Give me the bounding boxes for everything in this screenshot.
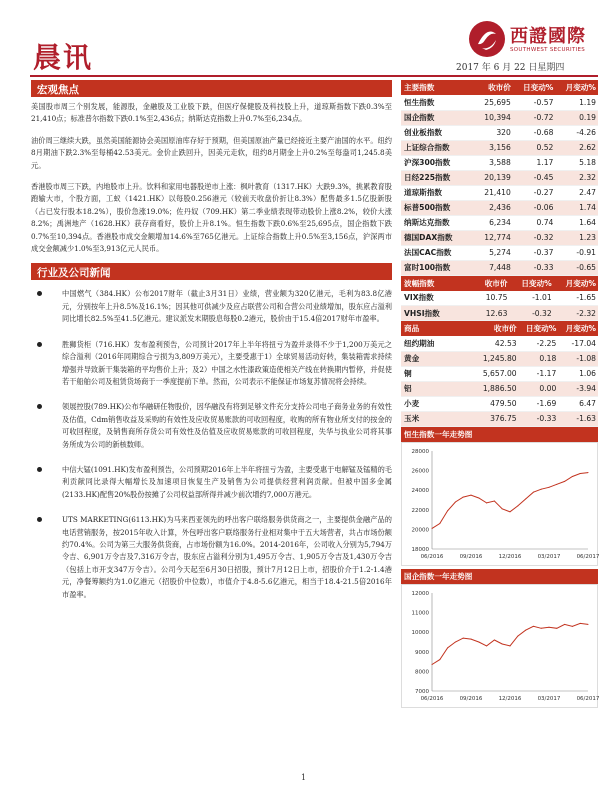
index-cell: 320: [475, 125, 513, 140]
hsi-chart: [401, 442, 598, 566]
chart1-data-point: [478, 641, 479, 642]
index-cell: 7,448: [475, 260, 513, 275]
chart1-data-point: [572, 625, 573, 626]
chart1-data-point: [439, 659, 440, 660]
macro-paragraph-commodities: 油价周三继续大跌，虽然美国能源协会美国原油库存好于预期，但美国原油产量已经接近主要产油国的水平。纽约8月期油下跌2.3%至每桶42.53美元。金价止跌回升，因美元走软，纽约8月期金上升0.2%至每盎司1,245.8美元。: [31, 135, 392, 170]
commodity-row: [401, 396, 598, 411]
index-cell: -0.32: [513, 230, 556, 245]
chart0-y-tick-label: 26000: [411, 468, 429, 475]
news-item: [31, 514, 392, 601]
index-cell: 1.74: [555, 200, 598, 215]
commodity-cell: 376.75: [475, 411, 519, 426]
chart0-data-point: [463, 496, 464, 497]
volatility-cell: -2.32: [554, 306, 598, 321]
chart1-data-point: [455, 641, 456, 642]
index-cell: 德国DAX指数: [401, 230, 475, 245]
index-cell: -0.37: [513, 245, 556, 260]
logo-mark-icon: [468, 20, 506, 58]
commodity-cell: -17.04: [558, 336, 598, 351]
chart0-data-point: [439, 523, 440, 524]
commodity-header-cell: 月变动%: [558, 321, 598, 336]
commodity-header-cell: 商品: [401, 321, 475, 336]
index-cell: 纳斯达克指数: [401, 215, 475, 230]
chart0-data-point: [572, 475, 573, 476]
commodity-cell: 玉米: [401, 411, 475, 426]
index-cell: 2,436: [475, 200, 513, 215]
index-row: [401, 260, 598, 275]
index-cell: 1.64: [555, 215, 598, 230]
chart0-x-tick-label: 09/2016: [459, 553, 483, 560]
news-item-text: 中国燃气（384.HK）公布2017财年（截止3月31日）业绩，营业额为320亿港元，毛利为83.8亿港元，分别按年上升8.5%及16.1%；因其他可供减少及应占联营公司和合营公司业绩增加，股东应占溢利同比增长82.5%至41.5亿港元。建议派发末期股息每股0.2港元，股价由于15.4倍2017财年市盈率。: [62, 289, 392, 324]
commodity-cell: 0.00: [519, 381, 559, 396]
chart0-data-point: [549, 486, 550, 487]
chart0-data-point: [494, 500, 495, 501]
index-cell: -0.72: [513, 110, 556, 125]
major-indices-table: [401, 80, 598, 276]
index-cell: -0.33: [513, 260, 556, 275]
index-cell: 2.32: [555, 170, 598, 185]
index-cell: 沪深300指数: [401, 155, 475, 170]
index-cell: 3,156: [475, 140, 513, 155]
volatility-header-cell: 收市价: [475, 276, 509, 291]
index-cell: 日经225指数: [401, 170, 475, 185]
hsi-chart-svg: [402, 443, 600, 565]
chart1-data-point: [564, 623, 565, 624]
chart0-data-point: [517, 505, 518, 506]
volatility-header-cell: 波幅指数: [401, 276, 475, 291]
index-cell: 2.47: [555, 185, 598, 200]
volatility-cell: -1.65: [554, 291, 598, 306]
commodity-header-row: [401, 321, 598, 336]
right-column: [401, 80, 598, 708]
chart1-x-tick-label: 03/2017: [537, 695, 561, 702]
index-cell: -0.65: [555, 260, 598, 275]
commodity-cell: 1.06: [558, 366, 598, 381]
index-cell: 1.19: [555, 95, 598, 110]
hscei-chart-svg: [402, 585, 600, 707]
news-item: [31, 464, 392, 501]
commodity-cell: -1.08: [558, 351, 598, 366]
index-header-cell: 主要指数: [401, 80, 475, 95]
index-cell: 0.19: [555, 110, 598, 125]
chart0-y-tick-label: 28000: [411, 448, 429, 455]
index-cell: 恒生指数: [401, 95, 475, 110]
commodity-cell: -1.69: [519, 396, 559, 411]
chart0-x-tick-label: 12/2016: [498, 553, 522, 560]
index-cell: 富时100指数: [401, 260, 475, 275]
index-row: [401, 110, 598, 125]
volatility-cell: VIX指数: [401, 291, 475, 306]
page-number: 1: [301, 773, 307, 782]
news-item-text: 领展控股(789.HK)公布华融研任物股价，因华融没有将到足够文件充分支持公司电子商务业务的有效性及估值，Cdm销售收益及采购的有效性及应收贸易账款的可收回程度，收购的所有物业所支付的按金的可收回程度，及销售商所存货公司有效性及估值及应收贸易账款的可收回程度，失华与执业公司将其事务所成为公司的新核数师。: [62, 402, 392, 449]
index-cell: 标普500指数: [401, 200, 475, 215]
commodity-cell: 5,657.00: [475, 366, 519, 381]
volatility-row: [401, 306, 598, 321]
index-cell: 12,774: [475, 230, 513, 245]
index-cell: 5.18: [555, 155, 598, 170]
index-header-cell: 月变动%: [555, 80, 598, 95]
chart1-series-line: [432, 623, 588, 664]
commodity-cell: 479.50: [475, 396, 519, 411]
chart0-x-tick-label: 06/2017: [576, 553, 600, 560]
commodity-row: [401, 336, 598, 351]
chart1-data-point: [517, 635, 518, 636]
chart1-data-point: [471, 638, 472, 639]
hscei-chart: [401, 584, 598, 708]
industry-section-header: 行业及公司新闻: [31, 263, 392, 280]
volatility-cell: -0.32: [509, 306, 553, 321]
volatility-header-cell: 月变动%: [554, 276, 598, 291]
index-row: [401, 200, 598, 215]
chart0-y-tick-label: 20000: [411, 526, 429, 533]
index-cell: 25,695: [475, 95, 513, 110]
chart1-x-tick-label: 09/2016: [459, 695, 483, 702]
index-row: [401, 245, 598, 260]
bullet-icon: [37, 517, 42, 522]
chart1-data-point: [588, 623, 589, 624]
chart1-x-tick-label: 06/2017: [576, 695, 600, 702]
index-row: [401, 185, 598, 200]
volatility-header-cell: 日变动%: [509, 276, 553, 291]
index-cell: 上证综合指数: [401, 140, 475, 155]
chart0-data-point: [533, 491, 534, 492]
chart0-y-tick-label: 22000: [411, 507, 429, 514]
chart0-data-point: [588, 472, 589, 473]
chart1-data-point: [463, 637, 464, 638]
chart1-data-point: [541, 627, 542, 628]
commodity-cell: 纽约期油: [401, 336, 475, 351]
volatility-cell: VHSI指数: [401, 306, 475, 321]
index-cell: -4.26: [555, 125, 598, 140]
chart1-data-point: [556, 627, 557, 628]
index-cell: 创业板指数: [401, 125, 475, 140]
commodity-cell: 0.18: [519, 351, 559, 366]
chart0-data-point: [486, 502, 487, 503]
commodity-cell: 1,245.80: [475, 351, 519, 366]
news-item-text: 中信大锰(1091.HK)发布盈利预告，公司预期2016年上半年将扭亏为盈，主要受惠于电解锰及锰精的毛利贡献同比录得大幅增长及加速项目恢复生产及销售为公司提供经营利润贡献。但被中国多金属(2133.HK)配售20%股份按摊了公司权益部所得并减少前次增约7,000万港元。: [62, 464, 392, 499]
chart1-data-point: [580, 622, 581, 623]
chart1-data-point: [432, 664, 433, 665]
volatility-cell: 12.63: [475, 306, 509, 321]
chart1-data-point: [502, 643, 503, 644]
commodity-cell: -0.33: [519, 411, 559, 426]
index-cell: 10,394: [475, 110, 513, 125]
index-cell: 0.74: [513, 215, 556, 230]
index-cell: 0.52: [513, 140, 556, 155]
chart0-data-point: [432, 527, 433, 528]
commodity-cell: -3.94: [558, 381, 598, 396]
index-cell: 5,274: [475, 245, 513, 260]
chart1-y-tick-label: 12000: [411, 590, 429, 597]
commodity-cell: 6.47: [558, 396, 598, 411]
index-header-row: [401, 80, 598, 95]
volatility-cell: -1.01: [509, 291, 553, 306]
index-row: [401, 125, 598, 140]
index-cell: 2.62: [555, 140, 598, 155]
chart1-data-point: [510, 645, 511, 646]
index-row: [401, 170, 598, 185]
macro-paragraph-us: 美国股市周三个别发展，能源股，金融股及工业股下跌，但医疗保健股及科技股上升，道琼斯指数下跌0.3%至21,410点；标准普尔指数下跌0.1%至2,436点；纳斯达克指数上升0.7%至6,234点。: [31, 102, 392, 124]
commodity-row: [401, 366, 598, 381]
volatility-table: [401, 276, 598, 322]
index-row: [401, 230, 598, 245]
chart0-data-point: [541, 488, 542, 489]
chart0-data-point: [447, 510, 448, 511]
index-cell: -0.57: [513, 95, 556, 110]
chart0-data-point: [564, 480, 565, 481]
chart1-data-point: [494, 639, 495, 640]
chart0-x-tick-label: 06/2016: [420, 553, 444, 560]
macro-paragraph-hk: 香港股市周三下跌，内地股市上升。饮料和家用电器股逆市上涨：枫叶教育（1317.HK）大跌9.3%，挑累教育股跑输大市，个股方面，工蚁（1421.HK）以每股0.256港元（较前天收盘价折让8.3%）配售最多1.5亿股新股（占已发行股本18.2%），股价急涨19.0%；佐丹奴（709.HK）第二季业绩表现带动股价上涨8.2%，较价大涨8.2%；禹洲地产（1628.HK）获存商看好，股价上升8.1%。恒生指数下跌0.6%至25,695点，国企指数下跌0.7%至10,394点。香港股市成交金额增加14.6%至765亿港元。上证综合指数上升0.5%至3,156点，沪深两市成交金额减少1.0%至3,913亿元人民币。: [31, 182, 392, 254]
chart0-data-point: [455, 501, 456, 502]
left-column: [31, 80, 392, 601]
index-row: [401, 215, 598, 230]
logo-text-en: SOUTHWEST SECURITIES: [510, 47, 586, 53]
chart0-y-tick-label: 18000: [411, 546, 429, 553]
macro-section-header: 宏观焦点: [31, 80, 392, 97]
news-item-text: 胜狮货柜（716.HK）发布盈利预告，公司预计2017年上半年将扭亏为盈并录得不少于1,200万美元之综合溢利（2016年同期综合亏损为3,809万美元），主要受惠于1）全球贸易活动好转，集装箱需求持续增强并导致新干集装箱的平均售价上升；及2）中国之水性漆政策造使相关产线在转换期内暂停，并促使若干船舶公司及租赁货场商于一季度提前下单。然而，公司表示不能保证市场复苏情况将会持续。: [62, 339, 392, 386]
chart0-data-point: [478, 497, 479, 498]
header-divider: [30, 75, 598, 77]
chart0-y-tick-label: 24000: [411, 487, 429, 494]
index-cell: 道琼斯指数: [401, 185, 475, 200]
industry-news-list: [31, 288, 392, 601]
commodity-cell: 黄金: [401, 351, 475, 366]
chart1-data-point: [486, 645, 487, 646]
index-cell: 21,410: [475, 185, 513, 200]
company-logo: [468, 20, 588, 62]
commodity-cell: -1.63: [558, 411, 598, 426]
chart1-y-tick-label: 8000: [415, 668, 429, 675]
chart0-x-tick-label: 03/2017: [537, 553, 561, 560]
chart1-data-point: [447, 647, 448, 648]
chart1-data-point: [549, 626, 550, 627]
chart0-data-point: [502, 508, 503, 509]
bullet-icon: [37, 467, 42, 472]
commodity-header-cell: 收市价: [475, 321, 519, 336]
commodity-cell: 铝: [401, 381, 475, 396]
chart0-data-point: [580, 473, 581, 474]
index-cell: -0.68: [513, 125, 556, 140]
index-row: [401, 155, 598, 170]
commodity-cell: 铜: [401, 366, 475, 381]
commodity-header-cell: 日变动%: [519, 321, 559, 336]
chart0-data-point: [556, 483, 557, 484]
hscei-chart-title: 国企指数一年走势图: [401, 569, 598, 584]
index-cell: 法国CAC指数: [401, 245, 475, 260]
index-row: [401, 95, 598, 110]
bullet-icon: [37, 342, 42, 347]
commodity-row: [401, 381, 598, 396]
index-cell: 6,234: [475, 215, 513, 230]
chart1-y-tick-label: 9000: [415, 649, 429, 656]
news-item: [31, 288, 392, 325]
commodity-cell: -1.17: [519, 366, 559, 381]
chart0-data-point: [510, 511, 511, 512]
commodities-table: [401, 321, 598, 427]
index-cell: 1.23: [555, 230, 598, 245]
volatility-cell: 10.75: [475, 291, 509, 306]
bullet-icon: [37, 404, 42, 409]
chart0-data-point: [525, 498, 526, 499]
commodity-cell: -2.25: [519, 336, 559, 351]
volatility-row: [401, 291, 598, 306]
chart1-y-tick-label: 11000: [411, 610, 429, 617]
index-cell: -0.45: [513, 170, 556, 185]
chart1-x-tick-label: 06/2016: [420, 695, 444, 702]
news-item: [31, 339, 392, 389]
chart1-y-tick-label: 10000: [411, 629, 429, 636]
logo-text-cn: 西證國際: [510, 26, 586, 47]
commodity-cell: 1,886.50: [475, 381, 519, 396]
chart1-data-point: [533, 625, 534, 626]
hsi-chart-title: 恒生指数一年走势图: [401, 427, 598, 442]
index-cell: -0.06: [513, 200, 556, 215]
index-cell: 3,588: [475, 155, 513, 170]
chart1-y-tick-label: 7000: [415, 688, 429, 695]
index-cell: -0.91: [555, 245, 598, 260]
chart1-data-point: [525, 629, 526, 630]
index-cell: 国企指数: [401, 110, 475, 125]
commodity-row: [401, 351, 598, 366]
news-item-text: UTS MARKETING(6113.HK)为马来西亚领先的呼出客户联络服务供货商之一，主要提供金融产品的电话营销服务，按2015年收入计算，外包呼出客户联络服务行业相对集中于五大场营者，共占市场份额约70.4%。公司为第三大服务供货商，占市场份额为16.0%。2014-2016年，公司收入分别为5,794万令吉、6,901万令吉及7,316万令吉，股东应占溢利分别为1,495万令吉、1,905万令吉及1,430万令吉（包括上市开支347万令吉）。公司今天起至6月30日招股，预计7月12日上市，招股价介于1.2-1.4港元，净餐筹额约为1.0亿港元（招股价中位数），市值介于4.8-5.6亿港元，相当于18.4-21.5倍2016年市盈率。: [62, 515, 392, 599]
index-row: [401, 140, 598, 155]
commodity-cell: 小麦: [401, 396, 475, 411]
index-header-cell: 日变动%: [513, 80, 556, 95]
commodity-row: [401, 411, 598, 426]
bullet-icon: [37, 291, 42, 296]
news-item: [31, 401, 392, 451]
index-cell: 20,139: [475, 170, 513, 185]
chart1-x-tick-label: 12/2016: [498, 695, 522, 702]
index-cell: -0.27: [513, 185, 556, 200]
volatility-header-row: [401, 276, 598, 291]
commodity-cell: 42.53: [475, 336, 519, 351]
chart0-data-point: [471, 494, 472, 495]
report-title: 晨讯: [33, 41, 94, 74]
report-date: 2017 年 6 月 22 日星期四: [456, 63, 565, 73]
index-cell: 1.17: [513, 155, 556, 170]
index-header-cell: 收市价: [475, 80, 513, 95]
